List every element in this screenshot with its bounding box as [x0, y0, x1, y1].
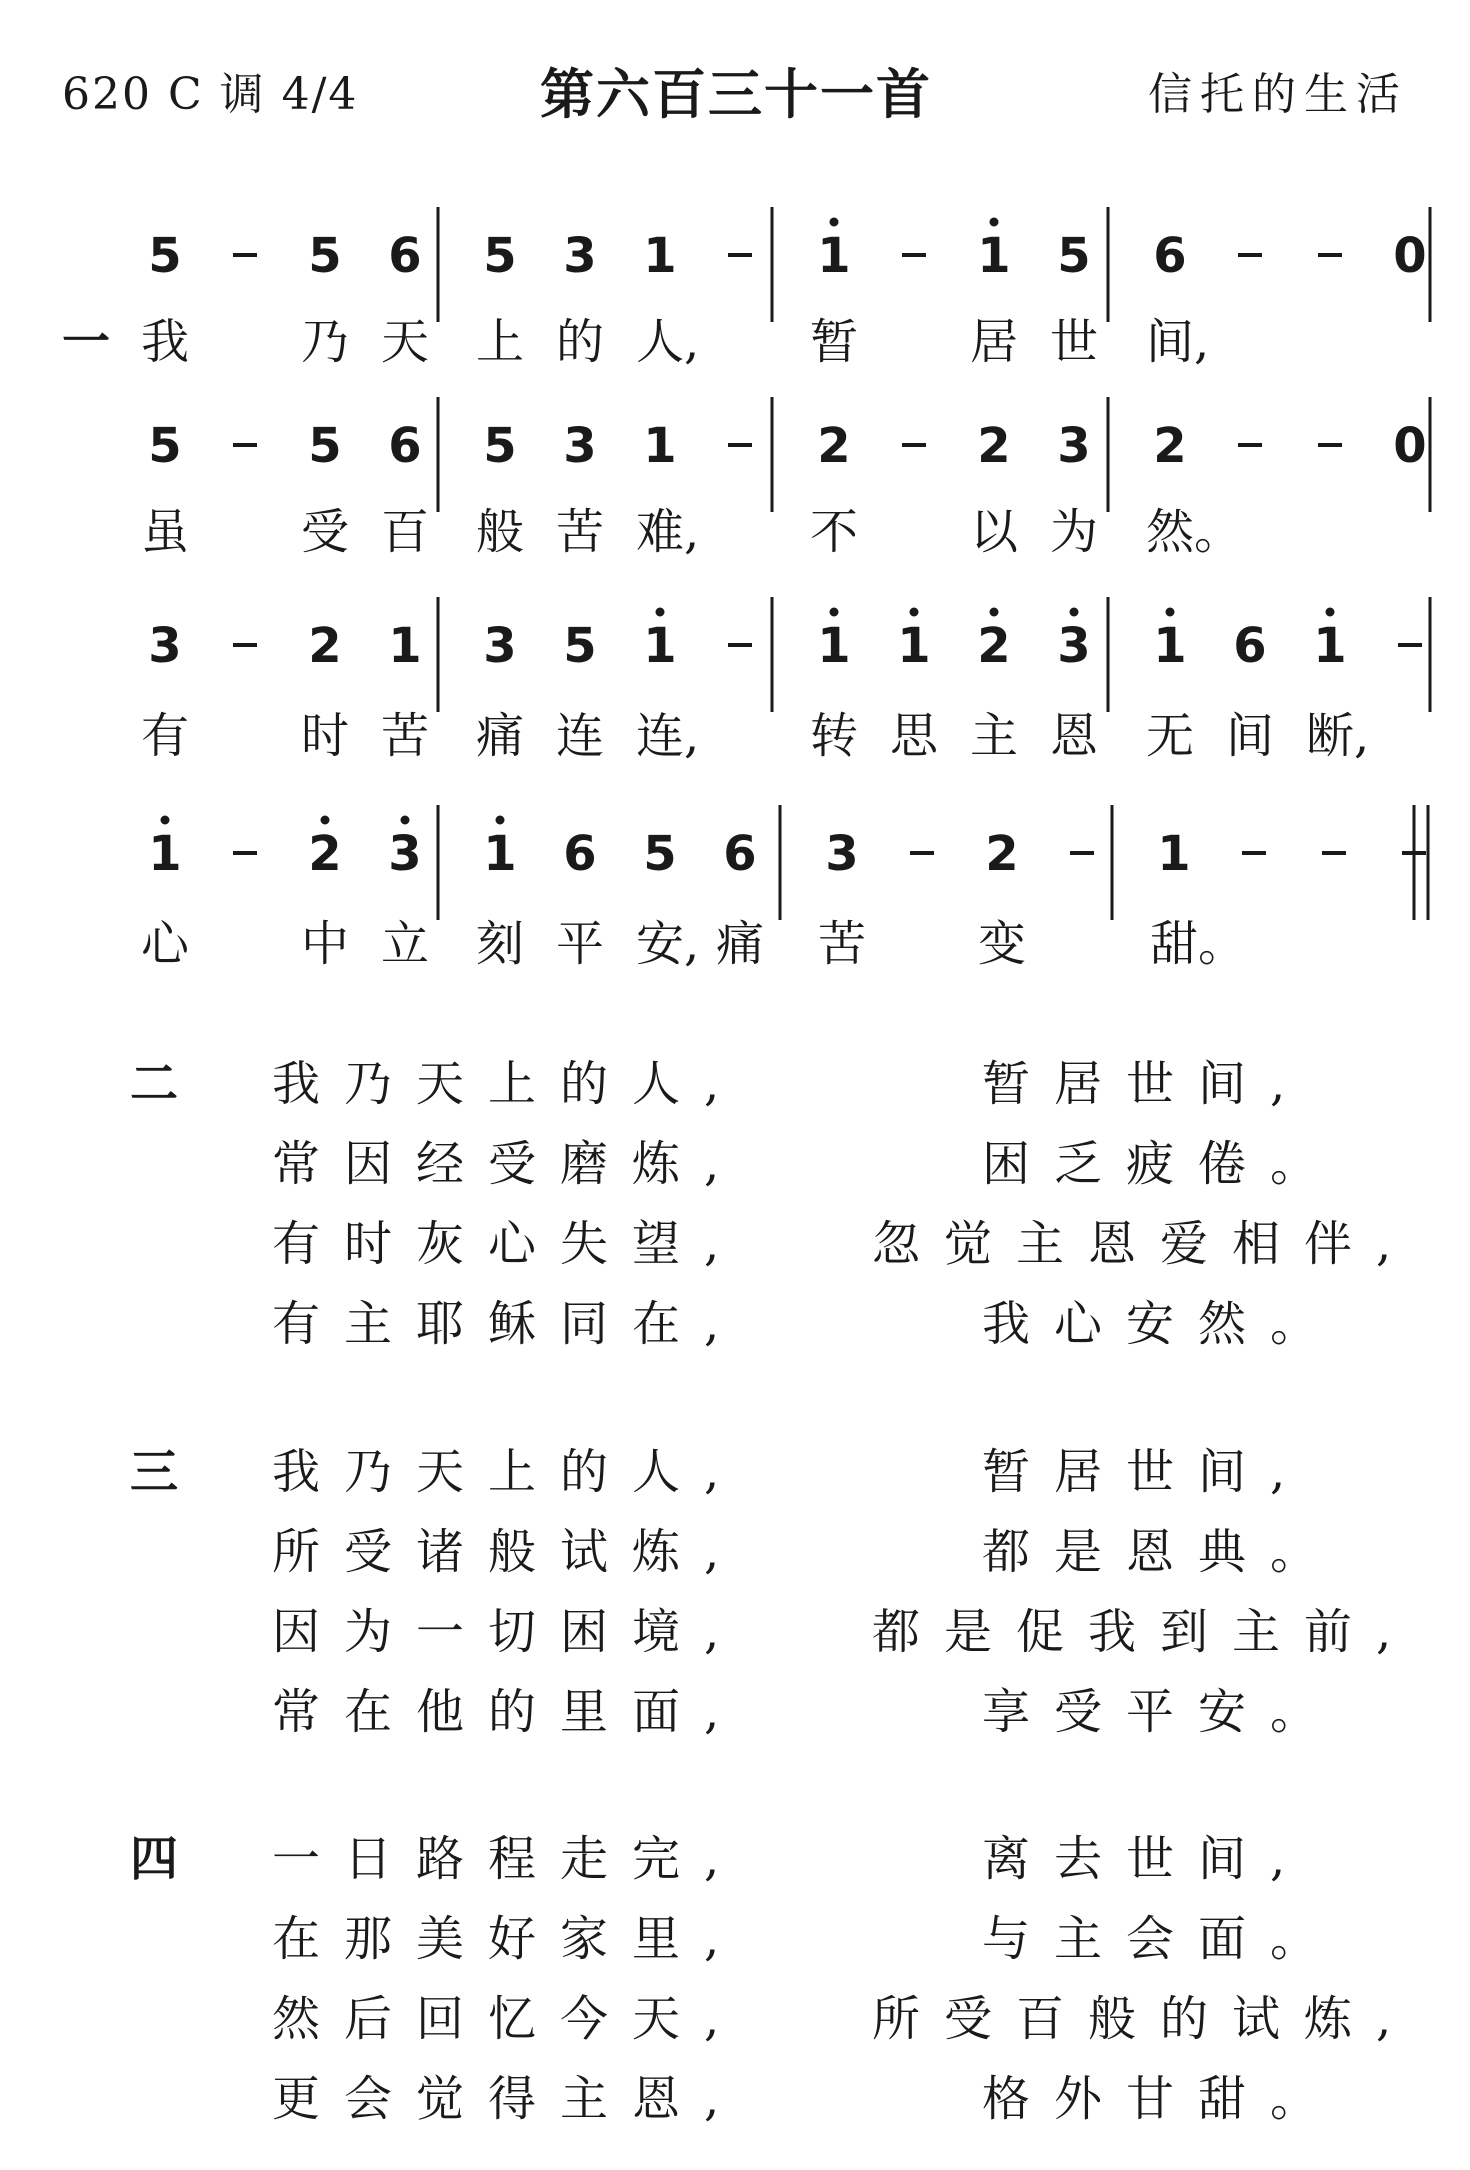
note: 5 [308, 228, 342, 284]
verse-line-first-half: 有时灰心失望, [272, 1216, 744, 1272]
note: 2 [977, 618, 1011, 674]
verse-line-first-half: 我乃天上的人, [272, 1056, 744, 1112]
note: 6 [1153, 228, 1187, 284]
lyric: 平 [556, 916, 605, 972]
note: 3 [825, 826, 859, 882]
lyric: 然。 [1146, 504, 1243, 560]
note: 1 [643, 228, 677, 284]
verse-line-first-half: 因为一切困境, [272, 1604, 744, 1660]
verse-line [0, 1205, 1470, 1285]
high-octave-dot [1070, 608, 1079, 617]
verse-line-first-half: 所受诸般试炼, [272, 1524, 744, 1580]
verse-line-second-half: 与主会面。 [982, 1911, 1343, 1967]
note: 2 [817, 418, 851, 474]
verse-line-second-half: 忽觉主恩爱相伴, [872, 1216, 1416, 1272]
note: 6 [388, 418, 422, 474]
note: 3 [388, 826, 422, 882]
verse-line [0, 1820, 1470, 1900]
high-octave-dot [1166, 608, 1175, 617]
verse-line-second-half: 暂居世间, [982, 1056, 1310, 1112]
verse-line-second-half: 我心安然。 [982, 1296, 1343, 1352]
verse-line-second-half: 都是恩典。 [982, 1524, 1343, 1580]
note: 1 [643, 618, 677, 674]
verse-number: 二 [130, 1056, 179, 1112]
lyric: 刻 [476, 916, 525, 972]
lyric: 心 [141, 916, 190, 972]
lyric: 以 [970, 504, 1019, 560]
lyric: 百 [381, 504, 430, 560]
lyric: 断, [1306, 708, 1370, 764]
verse-line [0, 1433, 1470, 1513]
high-octave-dot [990, 608, 999, 617]
lyric: 虽 [141, 504, 190, 560]
note: 1 [817, 228, 851, 284]
verse-line-first-half: 然后回忆今天, [272, 1991, 744, 2047]
verse-line [0, 1125, 1470, 1205]
lyric: 难, [636, 504, 700, 560]
lyric: 安, [636, 916, 700, 972]
verse-line [0, 1593, 1470, 1673]
high-octave-dot [321, 816, 330, 825]
lyric: 苦 [818, 916, 867, 972]
note: 1 [817, 618, 851, 674]
note: 5 [483, 228, 517, 284]
lyric: 中 [301, 916, 350, 972]
note: 3 [563, 228, 597, 284]
verse-line-first-half: 常因经受磨炼, [272, 1136, 744, 1192]
verse-line-second-half: 享受平安。 [982, 1684, 1343, 1740]
high-octave-dot [910, 608, 919, 617]
note: 6 [563, 826, 597, 882]
note: 2 [985, 826, 1019, 882]
note: 3 [1057, 418, 1091, 474]
verse-line-first-half: 有主耶稣同在, [272, 1296, 744, 1352]
note: 1 [1153, 618, 1187, 674]
note: 6 [723, 826, 757, 882]
verse-line-second-half: 困乏疲倦。 [982, 1136, 1343, 1192]
note: 5 [643, 826, 677, 882]
high-octave-dot [830, 608, 839, 617]
verse-number: 三 [130, 1444, 179, 1500]
lyric: 居 [970, 314, 1019, 370]
note: 5 [1057, 228, 1091, 284]
lyric: 转 [810, 708, 859, 764]
note: 3 [148, 618, 182, 674]
lyric: 间, [1146, 314, 1210, 370]
lyric: 人, [636, 314, 700, 370]
note: 5 [148, 418, 182, 474]
lyric: 痛 [476, 708, 525, 764]
verse-line [0, 1045, 1470, 1125]
lyric: 为 [1050, 504, 1099, 560]
hymn-subject: 信托的生活 [1148, 69, 1408, 120]
note: 1 [388, 618, 422, 674]
lyric: 乃 [301, 314, 350, 370]
verse-line-first-half: 我乃天上的人, [272, 1444, 744, 1500]
verse-line-second-half: 所受百般的试炼, [872, 1991, 1416, 2047]
lyric: 有 [141, 708, 190, 764]
lyric: 甜。 [1150, 916, 1247, 972]
high-octave-dot [990, 218, 999, 227]
high-octave-dot [496, 816, 505, 825]
note: 6 [388, 228, 422, 284]
note: 5 [308, 418, 342, 474]
note: 1 [897, 618, 931, 674]
lyric: 我 [141, 314, 190, 370]
high-octave-dot [401, 816, 410, 825]
lyric: 立 [381, 916, 430, 972]
verse-line [0, 1285, 1470, 1365]
note: 0 [1393, 228, 1427, 284]
high-octave-dot [161, 816, 170, 825]
lyric: 般 [476, 504, 525, 560]
lyric: 无 [1146, 708, 1195, 764]
lyric: 上 [476, 314, 525, 370]
verse-line-second-half: 暂居世间, [982, 1444, 1310, 1500]
note: 1 [148, 826, 182, 882]
verse-number: 一 [62, 314, 111, 370]
note: 5 [483, 418, 517, 474]
lyric: 世 [1050, 314, 1099, 370]
note: 2 [308, 618, 342, 674]
verse-line [0, 2060, 1470, 2140]
verse-line-first-half: 在那美好家里, [272, 1911, 744, 1967]
note: 1 [1313, 618, 1347, 674]
lyric: 痛 [716, 916, 765, 972]
note: 2 [977, 418, 1011, 474]
lyric: 时 [301, 708, 350, 764]
jianpu-score [0, 0, 1470, 980]
verse-line-second-half: 都是促我到主前, [872, 1604, 1416, 1660]
verse-line-first-half: 一日路程走完, [272, 1831, 744, 1887]
verse-line-second-half: 格外甘甜。 [982, 2071, 1343, 2127]
lyric: 间 [1226, 708, 1275, 764]
lyric: 连, [636, 708, 700, 764]
lyric: 暂 [810, 314, 859, 370]
lyric: 苦 [556, 504, 605, 560]
lyric: 受 [301, 504, 350, 560]
lyric: 连 [556, 708, 605, 764]
verse-line [0, 1673, 1470, 1753]
note: 0 [1393, 418, 1427, 474]
verse-number: 四 [130, 1831, 179, 1887]
note: 5 [148, 228, 182, 284]
note: 1 [1157, 826, 1191, 882]
lyric: 不 [810, 504, 859, 560]
note: 5 [563, 618, 597, 674]
lyric: 苦 [381, 708, 430, 764]
high-octave-dot [1326, 608, 1335, 617]
note: 3 [563, 418, 597, 474]
lyric: 思 [890, 708, 939, 764]
note: 2 [308, 826, 342, 882]
verse-line [0, 1513, 1470, 1593]
lyric: 的 [556, 314, 605, 370]
high-octave-dot [830, 218, 839, 227]
verse-line-first-half: 更会觉得主恩, [272, 2071, 744, 2127]
note: 1 [977, 228, 1011, 284]
note: 3 [483, 618, 517, 674]
verse-line [0, 1980, 1470, 2060]
verse-line-second-half: 离去世间, [982, 1831, 1310, 1887]
lyric: 变 [978, 916, 1027, 972]
page-title: 第六百三十一首 [540, 62, 932, 126]
note: 6 [1233, 618, 1267, 674]
lyric: 天 [381, 314, 430, 370]
hymn-number-key: 620 C 调 4/4 [62, 69, 359, 120]
note: 2 [1153, 418, 1187, 474]
lyric: 恩 [1050, 708, 1099, 764]
verse-line [0, 1900, 1470, 1980]
lyric: 主 [970, 708, 1019, 764]
verse-line-first-half: 常在他的里面, [272, 1684, 744, 1740]
note: 1 [643, 418, 677, 474]
note: 3 [1057, 618, 1091, 674]
note: 1 [483, 826, 517, 882]
high-octave-dot [656, 608, 665, 617]
